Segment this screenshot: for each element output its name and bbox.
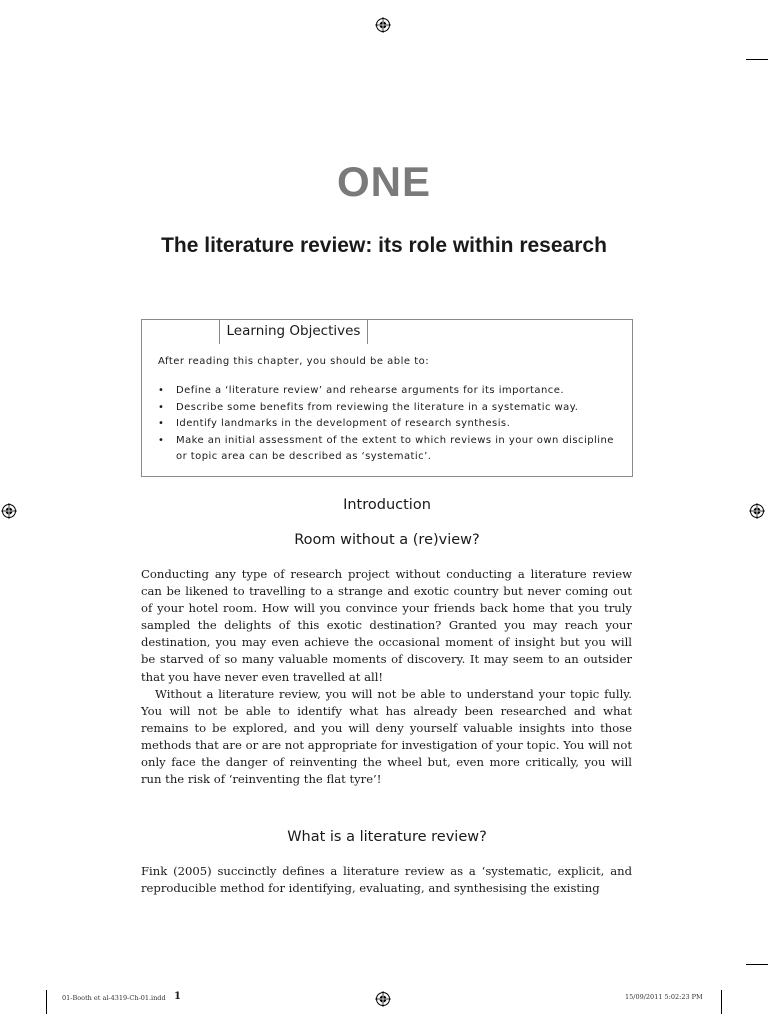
crop-mark-right-vertical bbox=[721, 990, 722, 1014]
objective-text: Describe some benefits from reviewing the literature in a systematic way. bbox=[176, 401, 579, 413]
body-text-introduction bbox=[141, 566, 632, 788]
objective-item bbox=[158, 416, 620, 433]
learning-objectives-box bbox=[141, 319, 633, 477]
registration-mark-bottom bbox=[375, 991, 391, 1007]
learning-objectives-intro: After reading this chapter, you should be able to: bbox=[158, 356, 430, 367]
bullet-icon: • bbox=[158, 418, 165, 430]
crop-mark-right-top bbox=[746, 59, 768, 60]
bullet-icon: • bbox=[158, 434, 165, 446]
objective-item bbox=[158, 433, 620, 466]
bullet-icon: • bbox=[158, 385, 165, 396]
learning-objectives-list bbox=[158, 383, 620, 466]
chapter-number: ONE bbox=[336, 158, 431, 205]
learning-objectives-heading: Learning Objectives bbox=[219, 320, 368, 344]
body-text-definition bbox=[141, 863, 632, 897]
objective-item bbox=[158, 400, 620, 417]
crop-mark-right-bottom bbox=[746, 964, 768, 965]
objective-text: Identify landmarks in the development of research synthesis. bbox=[176, 418, 511, 430]
paragraph: Conducting any type of research project without conducting a literature review can be likened to travelling to a strange and exotic country but never coming out of your hotel room. How will you convince your friends back home that you truly sampled the delights of this exotic destination? Granted you may reach your destination, you may even achieve the occasional moment of insight but you will be starved of so many valuable moments of discovery. It may seem to an outsider that you have never even travelled at all! bbox=[141, 567, 632, 684]
paragraph: Fink (2005) succinctly defines a literature review as a ‘systematic, explicit, and reproducible method for identifying, evaluating, and synthesising the existing bbox=[141, 864, 632, 896]
objective-text: Define a ‘literature review’ and rehearse arguments for its importance. bbox=[176, 385, 564, 396]
bullet-icon: • bbox=[158, 401, 165, 413]
page-number: 1 bbox=[174, 991, 181, 1002]
objective-text: Make an initial assessment of the extent to which reviews in your own discipline or topic area can be described as ‘systematic’. bbox=[176, 434, 614, 463]
registration-mark-top bbox=[375, 17, 391, 33]
file-slug: 01-Booth et al-4319-Ch-01.indd bbox=[62, 994, 166, 1002]
chapter-title: The literature review: its role within research bbox=[161, 234, 607, 257]
section-heading-room-without-review: Room without a (re)view? bbox=[294, 532, 480, 548]
crop-mark-left-bottom bbox=[46, 990, 47, 1014]
section-heading-introduction: Introduction bbox=[343, 497, 431, 513]
timestamp: 15/09/2011 5:02:23 PM bbox=[625, 993, 703, 1001]
paragraph: Without a literature review, you will not be able to understand your topic fully. You will not be able to identify what has already been researched and what remains to be explored, and you will deny yourself valuable insights into those methods that are or are not appropriate for investigation of your topic. You will not only face the danger of reinventing the wheel but, even more critically, you will run the risk of ‘reinventing the flat tyre’! bbox=[141, 686, 632, 787]
section-heading-what-is-review: What is a literature review? bbox=[287, 829, 487, 845]
objective-item bbox=[158, 383, 620, 400]
